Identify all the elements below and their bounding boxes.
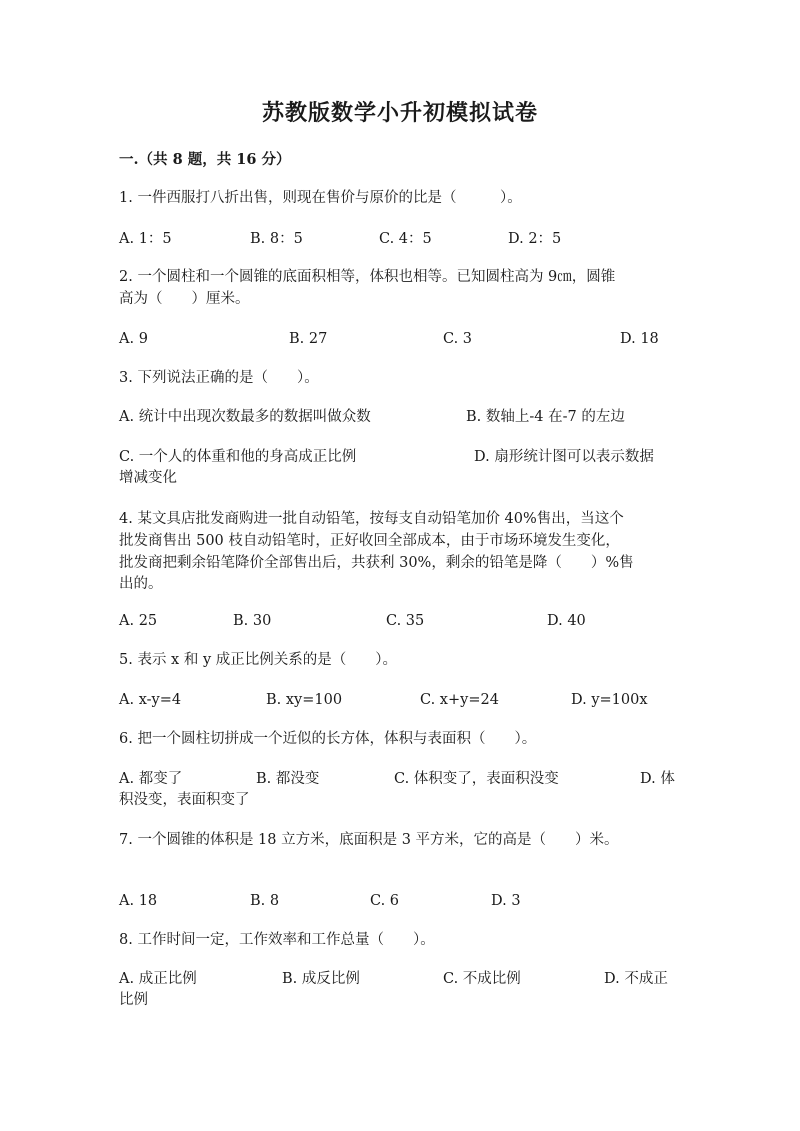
question-8-option-d-continuation: 比例	[119, 992, 148, 1008]
option-d: D. 体	[640, 771, 675, 787]
option-a: A. 1：5	[119, 231, 172, 247]
option-d: D. 2：5	[508, 231, 562, 247]
question-6-option-d-continuation: 积没变，表面积变了	[119, 792, 250, 808]
question-2-stem-line-2: 高为（ ）厘米。	[119, 291, 250, 307]
option-c: C. x+y=24	[420, 692, 499, 708]
question-5-options	[119, 690, 685, 712]
option-c: C. 6	[370, 893, 400, 909]
question-4-stem-line-2: 批发商售出 500 枝自动铅笔时，正好收回全部成本，由于市场环境发生变化，	[119, 533, 620, 549]
question-4-options	[119, 611, 685, 633]
option-a: A. 9	[119, 331, 148, 347]
question-3-options-row-1	[119, 407, 685, 429]
option-c: C. 一个人的体重和他的身高成正比例	[119, 449, 357, 465]
question-1-stem: 1. 一件西服打八折出售，则现在售价与原价的比是（ ）。	[119, 190, 522, 206]
question-3-option-d-continuation: 增减变化	[119, 470, 177, 486]
question-8-options	[119, 969, 685, 991]
question-4-stem-line-1: 4. 某文具店批发商购进一批自动铅笔，按每支自动铅笔加价 40%售出，当这个	[119, 511, 624, 527]
option-b: B. xy=100	[266, 692, 343, 708]
question-6-stem: 6. 把一个圆柱切拼成一个近似的长方体，体积与表面积（ ）。	[119, 731, 537, 747]
option-c: C. 4：5	[379, 231, 432, 247]
option-d: D. 40	[547, 613, 586, 629]
question-4-stem-line-4: 出的。	[119, 576, 163, 592]
question-3-stem: 3. 下列说法正确的是（ ）。	[119, 370, 319, 386]
option-a: A. 都变了	[119, 771, 183, 787]
option-b: B. 8	[250, 893, 280, 909]
question-7-stem: 7. 一个圆锥的体积是 18 立方米，底面积是 3 平方米，它的高是（ ）米。	[119, 832, 619, 848]
question-6-options	[119, 769, 685, 791]
option-b: B. 27	[289, 331, 328, 347]
option-d: D. 18	[620, 331, 659, 347]
question-8-stem: 8. 工作时间一定，工作效率和工作总量（ ）。	[119, 932, 435, 948]
option-c: C. 35	[386, 613, 425, 629]
question-2-stem-line-1: 2. 一个圆柱和一个圆锥的底面积相等，体积也相等。已知圆柱高为 9㎝，圆锥	[119, 269, 616, 285]
page-title: 苏教版数学小升初模拟试卷	[261, 100, 538, 126]
option-b: B. 都没变	[256, 771, 320, 787]
section-header: 一.（共 8 题，共 16 分）	[119, 151, 291, 168]
option-a: A. 18	[119, 893, 158, 909]
option-d: D. 3	[491, 893, 521, 909]
option-d: D. y=100x	[571, 692, 648, 708]
option-a: A. 成正比例	[119, 971, 197, 987]
option-a: A. 25	[119, 613, 158, 629]
question-5-stem: 5. 表示 x 和 y 成正比例关系的是（ ）。	[119, 652, 397, 668]
option-b: B. 成反比例	[282, 971, 360, 987]
option-b: B. 数轴上-4 在-7 的左边	[466, 409, 625, 425]
option-b: B. 8：5	[250, 231, 303, 247]
option-c: C. 不成比例	[443, 971, 521, 987]
option-c: C. 3	[443, 331, 473, 347]
option-a: A. x-y=4	[119, 692, 182, 708]
question-1-options	[119, 229, 685, 251]
question-2-options	[119, 329, 685, 351]
option-c: C. 体积变了，表面积没变	[394, 771, 559, 787]
option-a: A. 统计中出现次数最多的数据叫做众数	[119, 409, 371, 425]
question-4-stem-line-3: 批发商把剩余铅笔降价全部售出后，共获利 30%，剩余的铅笔是降（ ）%售	[119, 555, 634, 571]
option-d: D. 不成正	[604, 971, 668, 987]
option-d: D. 扇形统计图可以表示数据	[474, 449, 654, 465]
question-7-options	[119, 891, 685, 913]
question-3-options-row-2	[119, 447, 685, 469]
option-b: B. 30	[233, 613, 272, 629]
